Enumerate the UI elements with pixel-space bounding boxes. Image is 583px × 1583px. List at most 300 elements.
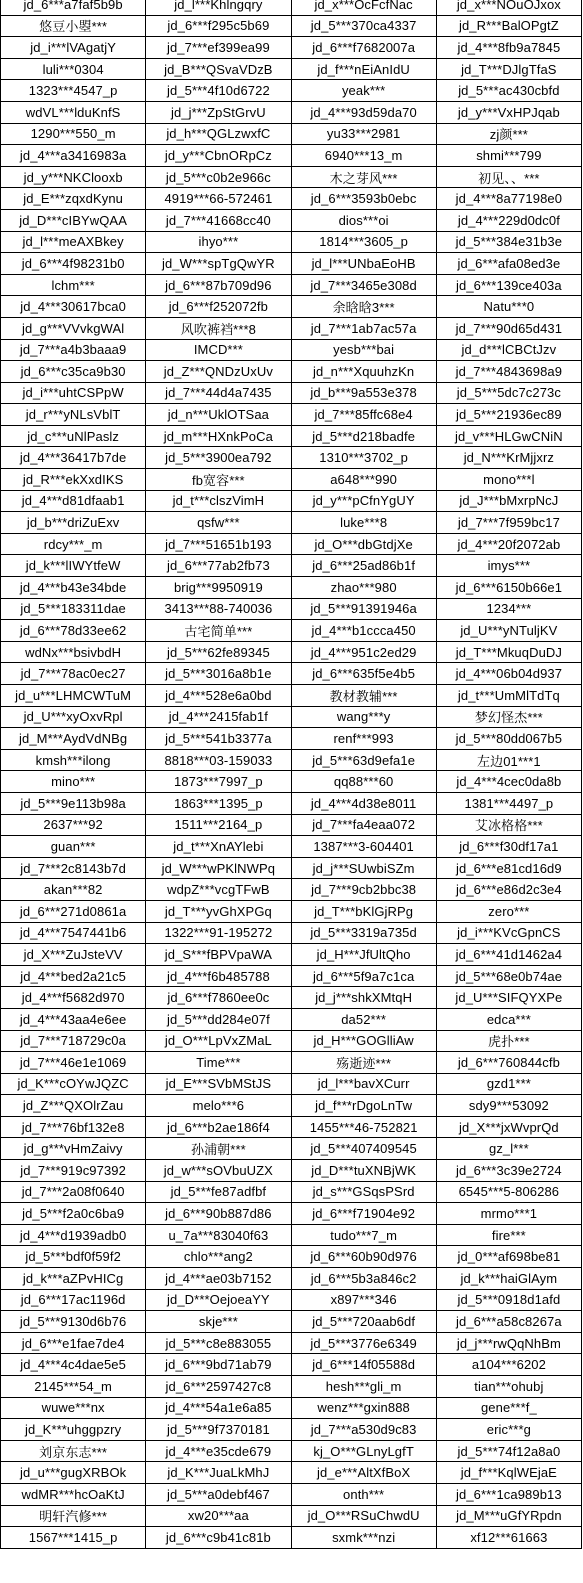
table-cell: jd_4***2415fab1f	[146, 706, 291, 728]
table-cell: jd_6***e1fae7de4	[1, 1332, 146, 1354]
table-cell: jd_u***gugXRBOk	[1, 1462, 146, 1484]
table-cell: jd_O***LpVxZMaL	[146, 1030, 291, 1052]
table-cell: da52***	[291, 1008, 436, 1030]
table-cell: jd_6***60b90d976	[291, 1246, 436, 1268]
table-cell: eric***g	[436, 1419, 581, 1441]
table-cell: jd_S***fBPVpaWA	[146, 944, 291, 966]
table-row	[1, 728, 582, 750]
table-row	[1, 469, 582, 491]
table-cell: mino***	[1, 771, 146, 793]
table-row	[1, 231, 582, 253]
table-cell: 1322***91-195272	[146, 922, 291, 944]
table-row	[1, 339, 582, 361]
table-cell: 1863***1395_p	[146, 792, 291, 814]
table-cell: jd_7***76bf132e8	[1, 1116, 146, 1138]
table-cell: brig***9950919	[146, 577, 291, 599]
table-cell: guan***	[1, 836, 146, 858]
table-cell: dios***oi	[291, 209, 436, 231]
table-cell: 殇逝迹***	[291, 1052, 436, 1074]
table-cell: wenz***gxin888	[291, 1397, 436, 1419]
table-cell: jd_4***f6b485788	[146, 965, 291, 987]
table-row	[1, 1505, 582, 1527]
table-cell: 1234***	[436, 598, 581, 620]
table-cell: gene***f_	[436, 1397, 581, 1419]
table-cell: 刘京东志***	[1, 1440, 146, 1462]
table-cell: jd_y***CbnORpCz	[146, 145, 291, 167]
table-cell: 悠豆小曌***	[1, 15, 146, 37]
table-row	[1, 58, 582, 80]
table-cell: kmsh***ilong	[1, 749, 146, 771]
table-cell: jd_5***4f10d6722	[146, 80, 291, 102]
table-row	[1, 1203, 582, 1225]
table-row	[1, 1354, 582, 1376]
table-cell: a648***990	[291, 469, 436, 491]
table-cell: 1290***550_m	[1, 123, 146, 145]
table-cell: jd_6***78d33ee62	[1, 620, 146, 642]
table-row	[1, 1160, 582, 1182]
table-cell: jd_l***Khlngqry	[146, 0, 291, 15]
table-cell: jd_6***a58c8267a	[436, 1311, 581, 1333]
table-row	[1, 1008, 582, 1030]
table-cell: jd_4***951c2ed29	[291, 641, 436, 663]
table-cell: jd_6***41d1462a4	[436, 944, 581, 966]
table-cell: jd_6***90b887d86	[146, 1203, 291, 1225]
table-cell: jd_6***f295c5b69	[146, 15, 291, 37]
table-cell: 1310***3702_p	[291, 447, 436, 469]
table-row	[1, 1268, 582, 1290]
table-cell: kj_O***GLnyLgfT	[291, 1440, 436, 1462]
table-cell: 1511***2164_p	[146, 814, 291, 836]
table-cell: x897***346	[291, 1289, 436, 1311]
table-cell: jd_4***528e6a0bd	[146, 685, 291, 707]
table-cell: jd_7***51651b193	[146, 533, 291, 555]
table-row	[1, 836, 582, 858]
table-cell: jd_6***5b3a846c2	[291, 1268, 436, 1290]
table-row	[1, 533, 582, 555]
table-row	[1, 101, 582, 123]
table-cell: jd_j***ZpStGrvU	[146, 101, 291, 123]
table-row	[1, 1116, 582, 1138]
table-cell: skje***	[146, 1311, 291, 1333]
table-cell: jd_7***a4b3baaa9	[1, 339, 146, 361]
table-cell: jd_5***407409545	[291, 1138, 436, 1160]
table-cell: wdVL***lduKnfS	[1, 101, 146, 123]
table-cell: ihyo***	[146, 231, 291, 253]
table-cell: jd_W***spTgQwYR	[146, 253, 291, 275]
table-cell: jd_5***5dc7c273c	[436, 382, 581, 404]
table-cell: 余晗晗3***	[291, 296, 436, 318]
table-cell: 2637***92	[1, 814, 146, 836]
table-cell: luli***0304	[1, 58, 146, 80]
table-cell: jd_5***62fe89345	[146, 641, 291, 663]
table-cell: jd_6***271d0861a	[1, 900, 146, 922]
table-row	[1, 598, 582, 620]
table-cell: jd_6***4f98231b0	[1, 253, 146, 275]
table-row	[1, 987, 582, 1009]
table-cell: jd_f***nEiAnIdU	[291, 58, 436, 80]
table-cell: 明轩汽修***	[1, 1505, 146, 1527]
table-cell: 1455***46-752821	[291, 1116, 436, 1138]
table-cell: shmi***799	[436, 145, 581, 167]
table-cell: jd_6***77ab2fb73	[146, 555, 291, 577]
table-cell: jd_5***c0b2e966c	[146, 166, 291, 188]
table-row	[1, 814, 582, 836]
table-cell: gz_l***	[436, 1138, 581, 1160]
table-row	[1, 749, 582, 771]
table-row	[1, 253, 582, 275]
table-row	[1, 123, 582, 145]
table-cell: 6545***5-806286	[436, 1181, 581, 1203]
table-cell: jd_4***bed2a21c5	[1, 965, 146, 987]
table-cell: jd_5***3016a8b1e	[146, 663, 291, 685]
table-cell: jd_5***3319a735d	[291, 922, 436, 944]
table-cell: jd_5***384e31b3e	[436, 231, 581, 253]
table-cell: jd_5***fe87adfbf	[146, 1181, 291, 1203]
table-cell: jd_y***VxHPJqab	[436, 101, 581, 123]
table-cell: 初见、、***	[436, 166, 581, 188]
table-cell: a104***6202	[436, 1354, 581, 1376]
table-row	[1, 1246, 582, 1268]
table-cell: jd_4***4d38e8011	[291, 792, 436, 814]
table-cell: 1323***4547_p	[1, 80, 146, 102]
table-cell: jd_U***yNTuljKV	[436, 620, 581, 642]
table-cell: jd_i***uhtCSPpW	[1, 382, 146, 404]
table-cell: jd_5***ac430cbfd	[436, 80, 581, 102]
table-row	[1, 1397, 582, 1419]
table-row	[1, 706, 582, 728]
table-cell: melo***6	[146, 1095, 291, 1117]
table-row	[1, 15, 582, 37]
table-cell: jd_6***3593b0ebc	[291, 188, 436, 210]
table-cell: jd_4***36417b7de	[1, 447, 146, 469]
table-row	[1, 879, 582, 901]
table-cell: jd_l***bavXCurr	[291, 1073, 436, 1095]
table-row	[1, 1052, 582, 1074]
table-cell: mrmo***1	[436, 1203, 581, 1225]
table-cell: jd_5***91391946a	[291, 598, 436, 620]
table-cell: jd_6***e86d2c3e4	[436, 879, 581, 901]
table-cell: jd_4***f5682d970	[1, 987, 146, 1009]
table-cell: jd_5***541b3377a	[146, 728, 291, 750]
table-cell: jd_K***JuaLkMhJ	[146, 1462, 291, 1484]
table-cell: jd_4***4c4dae5e5	[1, 1354, 146, 1376]
table-cell: jd_d***lCBCtJzv	[436, 339, 581, 361]
table-cell: jd_5***f2a0c6ba9	[1, 1203, 146, 1225]
table-cell: 1873***7997_p	[146, 771, 291, 793]
table-cell: zj颜***	[436, 123, 581, 145]
table-cell: Time***	[146, 1052, 291, 1074]
table-cell: mono***l	[436, 469, 581, 491]
table-row	[1, 1181, 582, 1203]
table-cell: jd_T***bKlGjRPg	[291, 900, 436, 922]
table-cell: jd_t***clszVimH	[146, 490, 291, 512]
table-cell: jd_6***c9b41c81b	[146, 1527, 291, 1549]
table-cell: imys***	[436, 555, 581, 577]
table-cell: fire***	[436, 1224, 581, 1246]
table-cell: u_7a***83040f63	[146, 1224, 291, 1246]
table-cell: jd_7***44d4a7435	[146, 382, 291, 404]
table-row	[1, 1332, 582, 1354]
table-cell: luke***8	[291, 512, 436, 534]
table-cell: 1387***3-604401	[291, 836, 436, 858]
table-cell: jd_7***2a08f0640	[1, 1181, 146, 1203]
table-cell: jd_6***25ad86b1f	[291, 555, 436, 577]
table-cell: jd_4***30617bca0	[1, 296, 146, 318]
table-cell: yeak***	[291, 80, 436, 102]
table-cell: jd_6***3c39e2724	[436, 1160, 581, 1182]
table-cell: jd_D***OejoeaYY	[146, 1289, 291, 1311]
table-cell: renf***993	[291, 728, 436, 750]
table-cell: jd_x***OcFcfNac	[291, 0, 436, 15]
table-cell: jd_D***tuXNBjWK	[291, 1160, 436, 1182]
table-row	[1, 555, 582, 577]
table-cell: wdNx***bsivbdH	[1, 641, 146, 663]
table-cell: jd_4***e35cde679	[146, 1440, 291, 1462]
table-cell: jd_6***f30df17a1	[436, 836, 581, 858]
table-cell: 2145***54_m	[1, 1376, 146, 1398]
table-cell: jd_f***rDgoLnTw	[291, 1095, 436, 1117]
table-cell: jd_7***2c8143b7d	[1, 857, 146, 879]
table-cell: 3413***88-740036	[146, 598, 291, 620]
table-cell: jd_u***LHMCWTuM	[1, 685, 146, 707]
table-cell: sdy9***53092	[436, 1095, 581, 1117]
table-cell: jd_0***af698be81	[436, 1246, 581, 1268]
table-cell: jd_4***54a1e6a85	[146, 1397, 291, 1419]
table-row	[1, 317, 582, 339]
table-cell: jd_y***pCfnYgUY	[291, 490, 436, 512]
table-cell: jd_7***90d65d431	[436, 317, 581, 339]
table-cell: xf12***61663	[436, 1527, 581, 1549]
table-row	[1, 1030, 582, 1052]
table-cell: jd_H***GOGlliAw	[291, 1030, 436, 1052]
table-row	[1, 296, 582, 318]
table-cell: jd_5***dd284e07f	[146, 1008, 291, 1030]
table-cell: jd_M***AydVdNBg	[1, 728, 146, 750]
table-row	[1, 80, 582, 102]
table-cell: jd_5***a0debf467	[146, 1483, 291, 1505]
table-cell: 古宅简单***	[146, 620, 291, 642]
table-cell: jd_5***21936ec89	[436, 404, 581, 426]
table-cell: gzd1***	[436, 1073, 581, 1095]
table-cell: jd_R***ekXxdIKS	[1, 469, 146, 491]
table-cell: jd_4***d81dfaab1	[1, 490, 146, 512]
table-cell: jd_W***wPKlNWPq	[146, 857, 291, 879]
table-body	[1, 0, 582, 1548]
table-row	[1, 512, 582, 534]
table-cell: jd_5***720aab6df	[291, 1311, 436, 1333]
table-row	[1, 685, 582, 707]
table-row	[1, 641, 582, 663]
table-cell: jd_7***41668cc40	[146, 209, 291, 231]
table-cell: jd_i***lVAgatjY	[1, 37, 146, 59]
table-cell: xw20***aa	[146, 1505, 291, 1527]
table-cell: jd_4***229d0dc0f	[436, 209, 581, 231]
table-cell: jd_6***87b709d96	[146, 274, 291, 296]
table-cell: jd_4***20f2072ab	[436, 533, 581, 555]
table-cell: jd_6***6150b66e1	[436, 577, 581, 599]
table-cell: jd_4***b1ccca450	[291, 620, 436, 642]
table-cell: sxmk***nzi	[291, 1527, 436, 1549]
table-cell: jd_4***8a77198e0	[436, 188, 581, 210]
table-row	[1, 857, 582, 879]
table-cell: jd_7***4843698a9	[436, 361, 581, 383]
table-cell: fb宽容***	[146, 469, 291, 491]
table-cell: jd_6***afa08ed3e	[436, 253, 581, 275]
table-cell: chlo***ang2	[146, 1246, 291, 1268]
table-row	[1, 1289, 582, 1311]
table-cell: jd_K***cOYwJQZC	[1, 1073, 146, 1095]
table-cell: jd_7***85ffc68e4	[291, 404, 436, 426]
table-cell: jd_E***SVbMStJS	[146, 1073, 291, 1095]
table-cell: 教材教辅***	[291, 685, 436, 707]
table-cell: jd_5***0918d1afd	[436, 1289, 581, 1311]
table-cell: wdMR***hcOaKtJ	[1, 1483, 146, 1505]
table-cell: jd_v***HLGwCNiN	[436, 425, 581, 447]
table-row	[1, 1462, 582, 1484]
table-cell: jd_k***lIWYtfeW	[1, 555, 146, 577]
table-cell: jd_D***cIBYwQAA	[1, 209, 146, 231]
table-cell: jd_b***driZuExv	[1, 512, 146, 534]
table-cell: jd_U***xyOxvRpl	[1, 706, 146, 728]
table-cell: jd_l***UNbaEoHB	[291, 253, 436, 275]
table-cell: jd_e***AltXfBoX	[291, 1462, 436, 1484]
table-cell: jd_T***DJlgTfaS	[436, 58, 581, 80]
table-cell: jd_s***GSqsPSrd	[291, 1181, 436, 1203]
table-cell: jd_6***f71904e92	[291, 1203, 436, 1225]
table-cell: jd_5***9130d6b76	[1, 1311, 146, 1333]
table-cell: qsfw***	[146, 512, 291, 534]
table-cell: onth***	[291, 1483, 436, 1505]
table-cell: jd_6***b2ae186f4	[146, 1116, 291, 1138]
table-cell: jd_5***370ca4337	[291, 15, 436, 37]
table-row	[1, 792, 582, 814]
table-cell: jd_O***dbGtdjXe	[291, 533, 436, 555]
table-cell: jd_g***vHmZaivy	[1, 1138, 146, 1160]
table-cell: jd_4***ae03b7152	[146, 1268, 291, 1290]
table-cell: 孙浦朝***	[146, 1138, 291, 1160]
table-cell: jd_T***yvGhXPGq	[146, 900, 291, 922]
table-row	[1, 771, 582, 793]
table-cell: jd_5***68e0b74ae	[436, 965, 581, 987]
table-cell: jd_H***JfUltQho	[291, 944, 436, 966]
table-row	[1, 663, 582, 685]
table-cell: jd_7***46e1e1069	[1, 1052, 146, 1074]
table-cell: 木之芽风***	[291, 166, 436, 188]
table-cell: jd_t***UmMlTdTq	[436, 685, 581, 707]
table-cell: jd_j***rwQqNhBm	[436, 1332, 581, 1354]
table-cell: jd_6***9bd71ab79	[146, 1354, 291, 1376]
table-row	[1, 944, 582, 966]
table-cell: jd_b***9a553e378	[291, 382, 436, 404]
table-row	[1, 965, 582, 987]
table-row	[1, 1138, 582, 1160]
table-cell: jd_6***f252072fb	[146, 296, 291, 318]
table-cell: jd_B***QSvaVDzB	[146, 58, 291, 80]
table-cell: jd_O***RSuChwdU	[291, 1505, 436, 1527]
table-cell: yesb***bai	[291, 339, 436, 361]
table-row	[1, 900, 582, 922]
table-row	[1, 404, 582, 426]
table-cell: jd_T***MkuqDuDJ	[436, 641, 581, 663]
table-cell: 风吹裤裆***8	[146, 317, 291, 339]
table-cell: jd_4***b43e34bde	[1, 577, 146, 599]
table-cell: 左边01***1	[436, 749, 581, 771]
table-cell: jd_6***139ce403a	[436, 274, 581, 296]
table-cell: lchm***	[1, 274, 146, 296]
table-cell: edca***	[436, 1008, 581, 1030]
table-cell: 1814***3605_p	[291, 231, 436, 253]
table-cell: jd_6***f7860ee0c	[146, 987, 291, 1009]
table-row	[1, 1224, 582, 1246]
table-cell: jd_4***d1939adb0	[1, 1224, 146, 1246]
table-row	[1, 37, 582, 59]
table-cell: jd_Z***QNDzUxUv	[146, 361, 291, 383]
table-cell: jd_5***c8e883055	[146, 1332, 291, 1354]
table-cell: tian***ohubj	[436, 1376, 581, 1398]
table-cell: jd_6***17ac1196d	[1, 1289, 146, 1311]
table-cell: jd_4***a3416983a	[1, 145, 146, 167]
table-row	[1, 1419, 582, 1441]
table-cell: jd_7***1ab7ac57a	[291, 317, 436, 339]
table-cell: jd_7***a530d9c83	[291, 1419, 436, 1441]
table-row	[1, 1440, 582, 1462]
table-cell: jd_4***7547441b6	[1, 922, 146, 944]
table-row	[1, 274, 582, 296]
table-cell: jd_5***bdf0f59f2	[1, 1246, 146, 1268]
table-cell: jd_5***3776e6349	[291, 1332, 436, 1354]
table-cell: jd_7***3465e308d	[291, 274, 436, 296]
table-cell: 艾冰格格***	[436, 814, 581, 836]
table-cell: jd_J***bMxrpNcJ	[436, 490, 581, 512]
table-cell: jd_7***ef399ea99	[146, 37, 291, 59]
table-cell: jd_5***74f12a8a0	[436, 1440, 581, 1462]
table-cell: wuwe***nx	[1, 1397, 146, 1419]
table-row	[1, 577, 582, 599]
table-cell: Natu***0	[436, 296, 581, 318]
table-cell: jd_4***43aa4e6ee	[1, 1008, 146, 1030]
table-cell: jd_5***63d9efa1e	[291, 749, 436, 771]
table-row	[1, 0, 582, 15]
table-cell: 1567***1415_p	[1, 1527, 146, 1549]
table-cell: jd_i***KVcGpnCS	[436, 922, 581, 944]
table-cell: rdcy***_m	[1, 533, 146, 555]
table-cell: jd_6***5f9a7c1ca	[291, 965, 436, 987]
table-cell: yu33***2981	[291, 123, 436, 145]
table-cell: jd_R***BalOPgtZ	[436, 15, 581, 37]
table-cell: jd_5***3900ea792	[146, 447, 291, 469]
table-cell: jd_x***NOuOJxox	[436, 0, 581, 15]
table-cell: 6940***13_m	[291, 145, 436, 167]
table-cell: jd_6***2597427c8	[146, 1376, 291, 1398]
table-cell: jd_7***919c97392	[1, 1160, 146, 1182]
table-cell: jd_5***9e113b98a	[1, 792, 146, 814]
table-cell: akan***82	[1, 879, 146, 901]
table-cell: jd_6***e81cd16d9	[436, 857, 581, 879]
table-cell: jd_6***14f05588d	[291, 1354, 436, 1376]
table-cell: jd_6***1ca989b13	[436, 1483, 581, 1505]
table-cell: jd_6***a7faf5b9b	[1, 0, 146, 15]
table-cell: jd_f***KqlWEjaE	[436, 1462, 581, 1484]
table-row	[1, 447, 582, 469]
table-cell: tudo***7_m	[291, 1224, 436, 1246]
table-cell: jd_l***meAXBkey	[1, 231, 146, 253]
table-cell: jd_t***XnAYlebi	[146, 836, 291, 858]
table-row	[1, 382, 582, 404]
table-cell: 8818***03-159033	[146, 749, 291, 771]
table-cell: jd_5***9f7370181	[146, 1419, 291, 1441]
table-cell: jd_y***NKClooxb	[1, 166, 146, 188]
table-cell: wang***y	[291, 706, 436, 728]
